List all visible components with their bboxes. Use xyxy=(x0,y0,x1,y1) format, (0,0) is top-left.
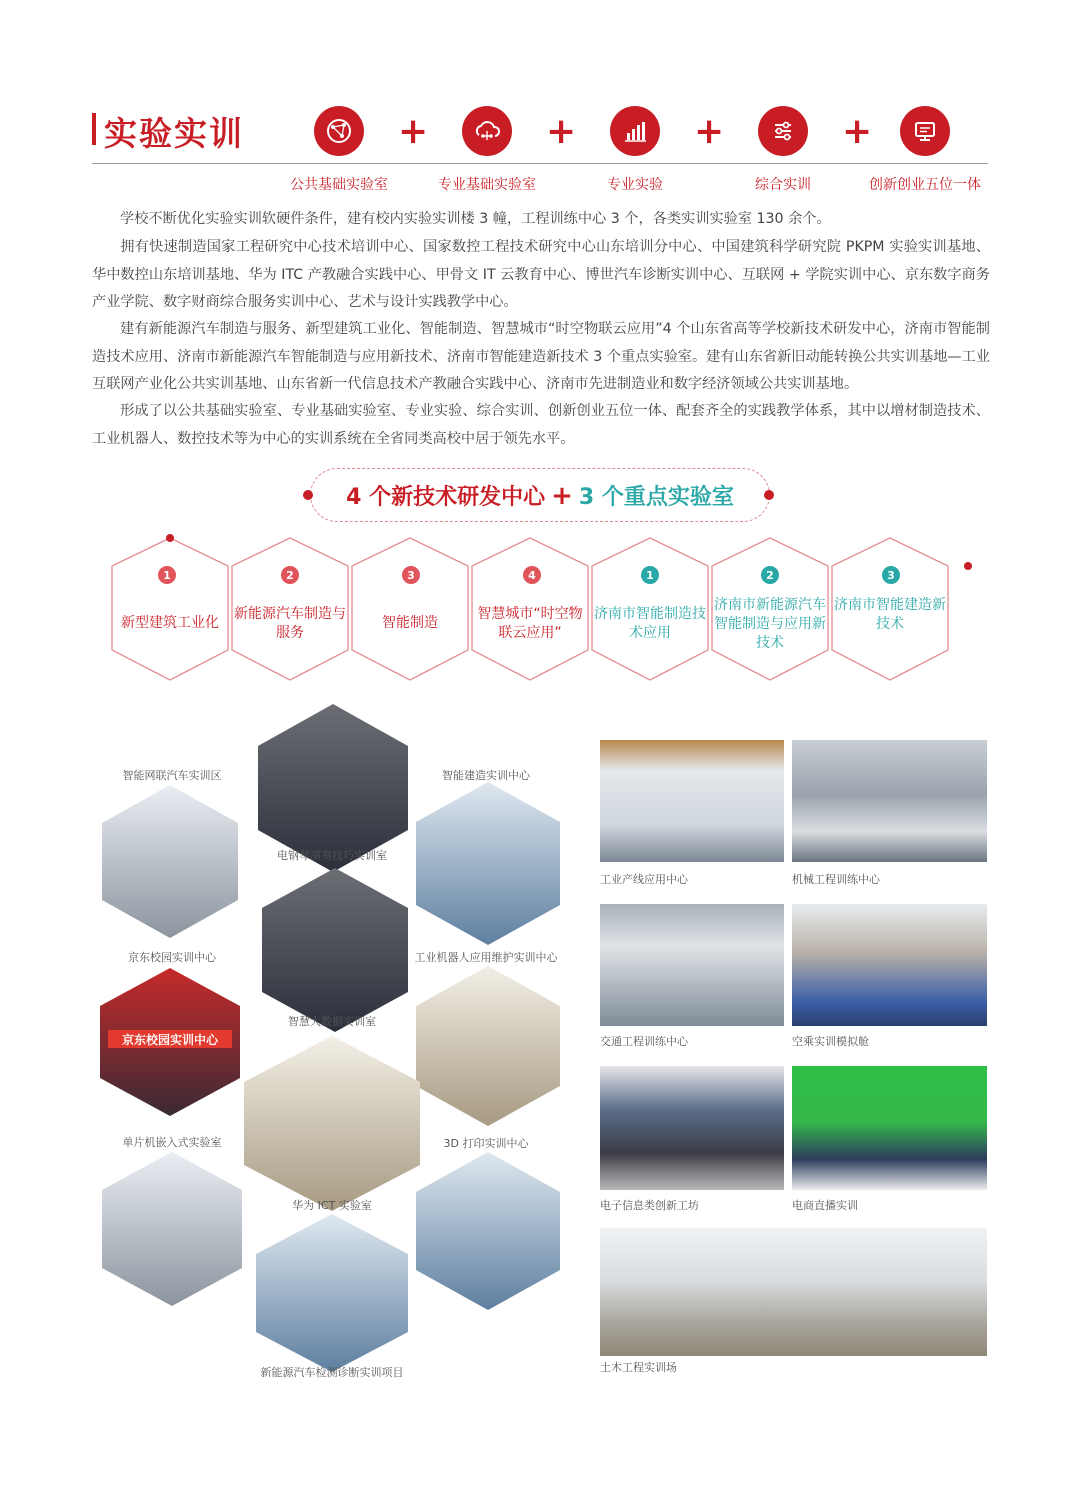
paragraph-4 xyxy=(92,398,990,453)
photo-flight-cabin xyxy=(792,904,987,1026)
title-rule xyxy=(92,163,988,164)
category-label-comprehensive-training: 综合实训 xyxy=(755,177,811,193)
caption-mcu-embedded: 单片机嵌入式实验室 xyxy=(122,1136,222,1149)
photo-smart-connected-car-hex xyxy=(102,785,238,938)
caption-electric-piano: 电钢琴演奏技巧实训室 xyxy=(277,849,387,862)
caption-civil-engineering: 土木工程实训场 xyxy=(600,1361,677,1374)
category-label-professional-experiment: 专业实验 xyxy=(607,177,663,193)
photo-live-commerce xyxy=(792,1066,987,1190)
caption-3d-printing: 3D 打印实训中心 xyxy=(443,1137,529,1150)
center-number-3: 3 xyxy=(402,566,420,584)
plus-sign: + xyxy=(842,111,873,152)
paragraph-3 xyxy=(92,316,990,399)
center-label-2: 新能源汽车制造与服务 xyxy=(234,606,346,641)
center-label-4: 智慧城市“时空物联云应用” xyxy=(477,606,583,641)
monitor-icon xyxy=(900,106,950,156)
caption-smart-construction: 智能建造实训中心 xyxy=(442,769,530,782)
paragraph-3-text: 建有新能源汽车制造与服务、新型建筑工业化、智能制造、智慧城市“时空物联云应用”4 个山东省高等学校新技术研发中心，济南市智能制造技术应用、济南市新能源汽车智能制造与应用新技术、济南市智能建造新技术 3 个重点实验室。建有山东省新旧动能转换公共实训基地—工业互联网产业化公共实训基地、山东省新一代信息技术产教融合实践中心、济南市先进制造业和数字经济领域公共实训基地。 xyxy=(92,321,990,392)
photo-mcu-embedded-hex xyxy=(102,1152,242,1306)
photo-industrial-line xyxy=(600,740,784,862)
lab-label-3: 济南市智能建造新技术 xyxy=(834,597,946,632)
jd-sign-text: 京东校园实训中心 xyxy=(121,1033,218,1047)
caption-mechanical-training: 机械工程训练中心 xyxy=(792,873,880,886)
photo-smart-construction-hex xyxy=(416,782,560,945)
paragraph-1 xyxy=(92,206,990,234)
lab-number-1: 1 xyxy=(641,566,659,584)
caption-live-commerce: 电商直播实训 xyxy=(792,1199,858,1212)
caption-huawei-ict: 华为 ICT 实验室 xyxy=(292,1199,372,1212)
paragraph-1-text: 学校不断优化实验实训软硬件条件，建有校内实验实训楼 3 幢，工程训练中心 3 个，各类实训实验室 130 余个。 xyxy=(120,211,831,227)
cloud-network-icon xyxy=(462,106,512,156)
plus-sign: + xyxy=(398,111,429,152)
paragraph-2-text: 拥有快速制造国家工程研究中心技术培训中心、国家数控工程技术研究中心山东培训分中心、中国建筑科学研究院 PKPM 实验实训基地、华中数控山东培训基地、华为 ITC 产教融合实践中心、甲骨文 IT 云教育中心、博世汽车诊断实训中心、互联网 + 学院实训中心、京东数字商务产业学院、数字财商综合服务实训中心、艺术与设计实践教学中心。 xyxy=(92,239,990,310)
photo-industrial-robot-hex xyxy=(416,966,560,1126)
center-number-4: 4 xyxy=(523,566,541,584)
photo-electronics-workshop xyxy=(600,1066,784,1190)
caption-nev-diagnosis: 新能源汽车检测诊断实训项目 xyxy=(260,1366,404,1379)
lab-number-2: 2 xyxy=(761,566,779,584)
center-number-2: 2 xyxy=(281,566,299,584)
plus-sign: + xyxy=(546,111,577,152)
category-label-innovation: 创新创业五位一体 xyxy=(869,177,981,193)
banner-labs-count: 3 个重点实验室 xyxy=(578,485,734,510)
title-accent-bar xyxy=(92,113,96,145)
photo-huawei-ict-hex xyxy=(244,1036,420,1211)
center-label-3: 智能制造 xyxy=(382,615,438,631)
banner-centers-count: 4 个新技术研发中心 xyxy=(346,485,546,510)
center-label-1: 新型建筑工业化 xyxy=(121,615,219,631)
category-label-professional-base-lab: 专业基础实验室 xyxy=(438,177,536,193)
photo-nev-diagnosis-hex xyxy=(256,1214,408,1372)
globe-network-icon xyxy=(314,106,364,156)
lab-label-2: 济南市新能源汽车智能制造与应用新技术 xyxy=(714,597,826,651)
photo-mechanical-training xyxy=(792,740,987,862)
caption-industrial-robot: 工业机器人应用维护实训中心 xyxy=(414,951,558,964)
paragraph-4-text: 形成了以公共基础实验室、专业基础实验室、专业实验、综合实训、创新创业五位一体、配套齐全的实践教学体系，其中以增材制造技术、工业机器人、数控技术等为中心的实训系统在全省同类高校中居于领先水平。 xyxy=(92,403,990,447)
caption-jd-campus: 京东校园实训中心 xyxy=(128,951,216,964)
photo-transportation xyxy=(600,904,784,1026)
lab-number-3: 3 xyxy=(882,566,900,584)
photo-3d-printing-hex xyxy=(416,1152,560,1310)
caption-smart-connected-car: 智能网联汽车实训区 xyxy=(122,769,222,782)
photo-civil-engineering xyxy=(600,1228,987,1356)
center-number-1: 1 xyxy=(158,566,176,584)
paragraph-2 xyxy=(92,234,990,317)
caption-transportation: 交通工程训练中心 xyxy=(600,1035,688,1048)
category-label-public-lab: 公共基础实验室 xyxy=(290,177,388,193)
page-title: 实验实训 xyxy=(104,114,244,153)
lab-label-1: 济南市智能制造技术应用 xyxy=(594,606,706,641)
bar-chart-icon xyxy=(610,106,660,156)
caption-electronics-workshop: 电子信息类创新工坊 xyxy=(600,1199,699,1212)
plus-sign: + xyxy=(694,111,725,152)
banner-text xyxy=(310,480,770,511)
caption-flight-cabin: 空乘实训模拟舱 xyxy=(792,1035,869,1048)
sliders-icon xyxy=(758,106,808,156)
caption-big-data: 智慧大数据实训室 xyxy=(288,1015,376,1028)
caption-industrial-line: 工业产线应用中心 xyxy=(600,873,688,886)
banner-plus: + xyxy=(551,481,573,511)
